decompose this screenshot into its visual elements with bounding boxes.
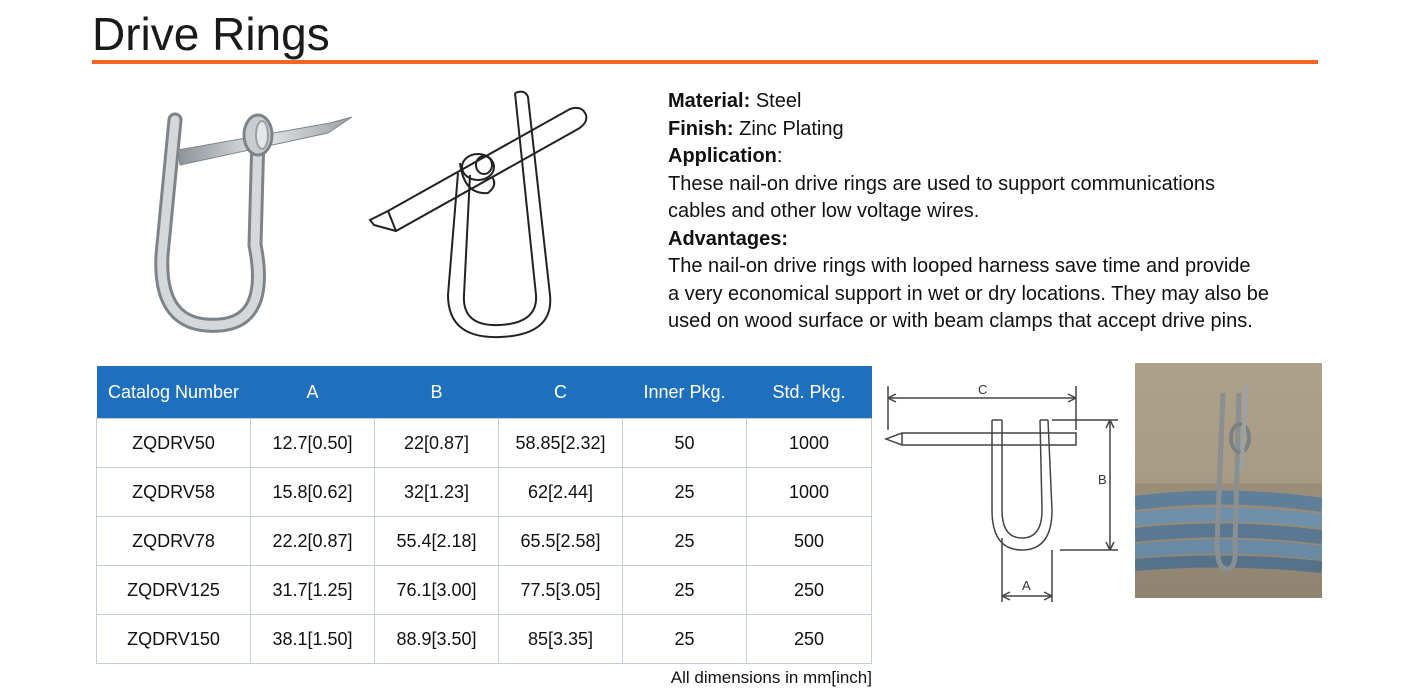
drive-ring-photo bbox=[130, 95, 360, 340]
cell-b: 76.1[3.00] bbox=[375, 566, 499, 615]
page-title: Drive Rings bbox=[92, 8, 330, 60]
cell-b: 55.4[2.18] bbox=[375, 517, 499, 566]
cell-std-pkg: 500 bbox=[747, 517, 872, 566]
cell-c: 77.5[3.05] bbox=[499, 566, 623, 615]
cell-std-pkg: 250 bbox=[747, 615, 872, 664]
spec-table bbox=[96, 366, 872, 664]
table-row bbox=[97, 615, 872, 664]
drive-ring-line-drawing bbox=[360, 85, 600, 350]
dim-label-c: C bbox=[978, 382, 988, 397]
table-row bbox=[97, 419, 872, 468]
drive-ring-dimension-drawing bbox=[880, 370, 1125, 610]
header-std-pkg: Std. Pkg. bbox=[772, 381, 846, 402]
advantages-text-1: The nail-on drive rings with looped harness save time and provide bbox=[668, 255, 1251, 277]
header-inner-pkg: Inner Pkg. bbox=[643, 381, 726, 402]
cell-c: 65.5[2.58] bbox=[499, 517, 623, 566]
cell-catalog-number: ZQDRV50 bbox=[97, 419, 251, 468]
drive-ring-installed-photo bbox=[1135, 363, 1322, 603]
cell-catalog-number: ZQDRV125 bbox=[97, 566, 251, 615]
table-row bbox=[97, 468, 872, 517]
dim-label-b: B bbox=[1098, 472, 1107, 487]
dim-label-a: A bbox=[1022, 578, 1031, 593]
finish-line bbox=[668, 116, 1348, 144]
cell-catalog-number: ZQDRV78 bbox=[97, 517, 251, 566]
material-line bbox=[668, 88, 1348, 116]
application-text-1: These nail-on drive rings are used to support communications bbox=[668, 172, 1215, 195]
header-a: A bbox=[306, 381, 319, 402]
table-row bbox=[97, 517, 872, 566]
spec-description bbox=[668, 88, 1348, 336]
title-divider bbox=[92, 60, 1318, 64]
cell-b: 32[1.23] bbox=[375, 468, 499, 517]
cell-a: 12.7[0.50] bbox=[251, 419, 375, 468]
finish-value: Zinc Plating bbox=[739, 117, 844, 140]
cell-c: 62[2.44] bbox=[499, 468, 623, 517]
cell-catalog-number: ZQDRV58 bbox=[97, 468, 251, 517]
advantages-text-3: used on wood surface or with beam clamps that accept drive pins. bbox=[668, 310, 1253, 332]
cell-c: 58.85[2.32] bbox=[499, 419, 623, 468]
cell-catalog-number: ZQDRV150 bbox=[97, 615, 251, 664]
cell-a: 22.2[0.87] bbox=[251, 517, 375, 566]
cell-inner-pkg: 50 bbox=[623, 419, 747, 468]
advantages-heading bbox=[668, 226, 1348, 254]
cell-a: 15.8[0.62] bbox=[251, 468, 375, 517]
table-row bbox=[97, 566, 872, 615]
advantages-text-2: a very economical support in wet or dry locations. They may also be bbox=[668, 282, 1270, 305]
cell-inner-pkg: 25 bbox=[623, 566, 747, 615]
table-header-row bbox=[97, 366, 872, 419]
application-label: Application bbox=[668, 145, 777, 167]
cell-inner-pkg: 25 bbox=[623, 615, 747, 664]
cell-inner-pkg: 25 bbox=[623, 468, 747, 517]
cell-a: 31.7[1.25] bbox=[251, 566, 375, 615]
finish-label: Finish: bbox=[668, 117, 734, 140]
material-label: Material: bbox=[668, 90, 751, 112]
material-value: Steel bbox=[755, 90, 802, 112]
advantages-label: Advantages: bbox=[668, 227, 789, 250]
cell-inner-pkg: 25 bbox=[623, 517, 747, 566]
application-text-2: cables and other low voltage wires. bbox=[668, 200, 980, 222]
cell-c: 85[3.35] bbox=[499, 615, 623, 664]
cell-b: 88.9[3.50] bbox=[375, 615, 499, 664]
cell-a: 38.1[1.50] bbox=[251, 615, 375, 664]
cell-std-pkg: 250 bbox=[747, 566, 872, 615]
cell-std-pkg: 1000 bbox=[747, 419, 872, 468]
header-b: B bbox=[430, 381, 443, 402]
header-catalog-number: Catalog Number bbox=[107, 381, 240, 402]
application-colon: : bbox=[776, 145, 783, 167]
cell-b: 22[0.87] bbox=[375, 419, 499, 468]
application-heading bbox=[668, 143, 1348, 171]
cell-std-pkg: 1000 bbox=[747, 468, 872, 517]
dimensions-footnote: All dimensions in mm[inch] bbox=[670, 668, 872, 687]
header-c: C bbox=[554, 381, 567, 402]
